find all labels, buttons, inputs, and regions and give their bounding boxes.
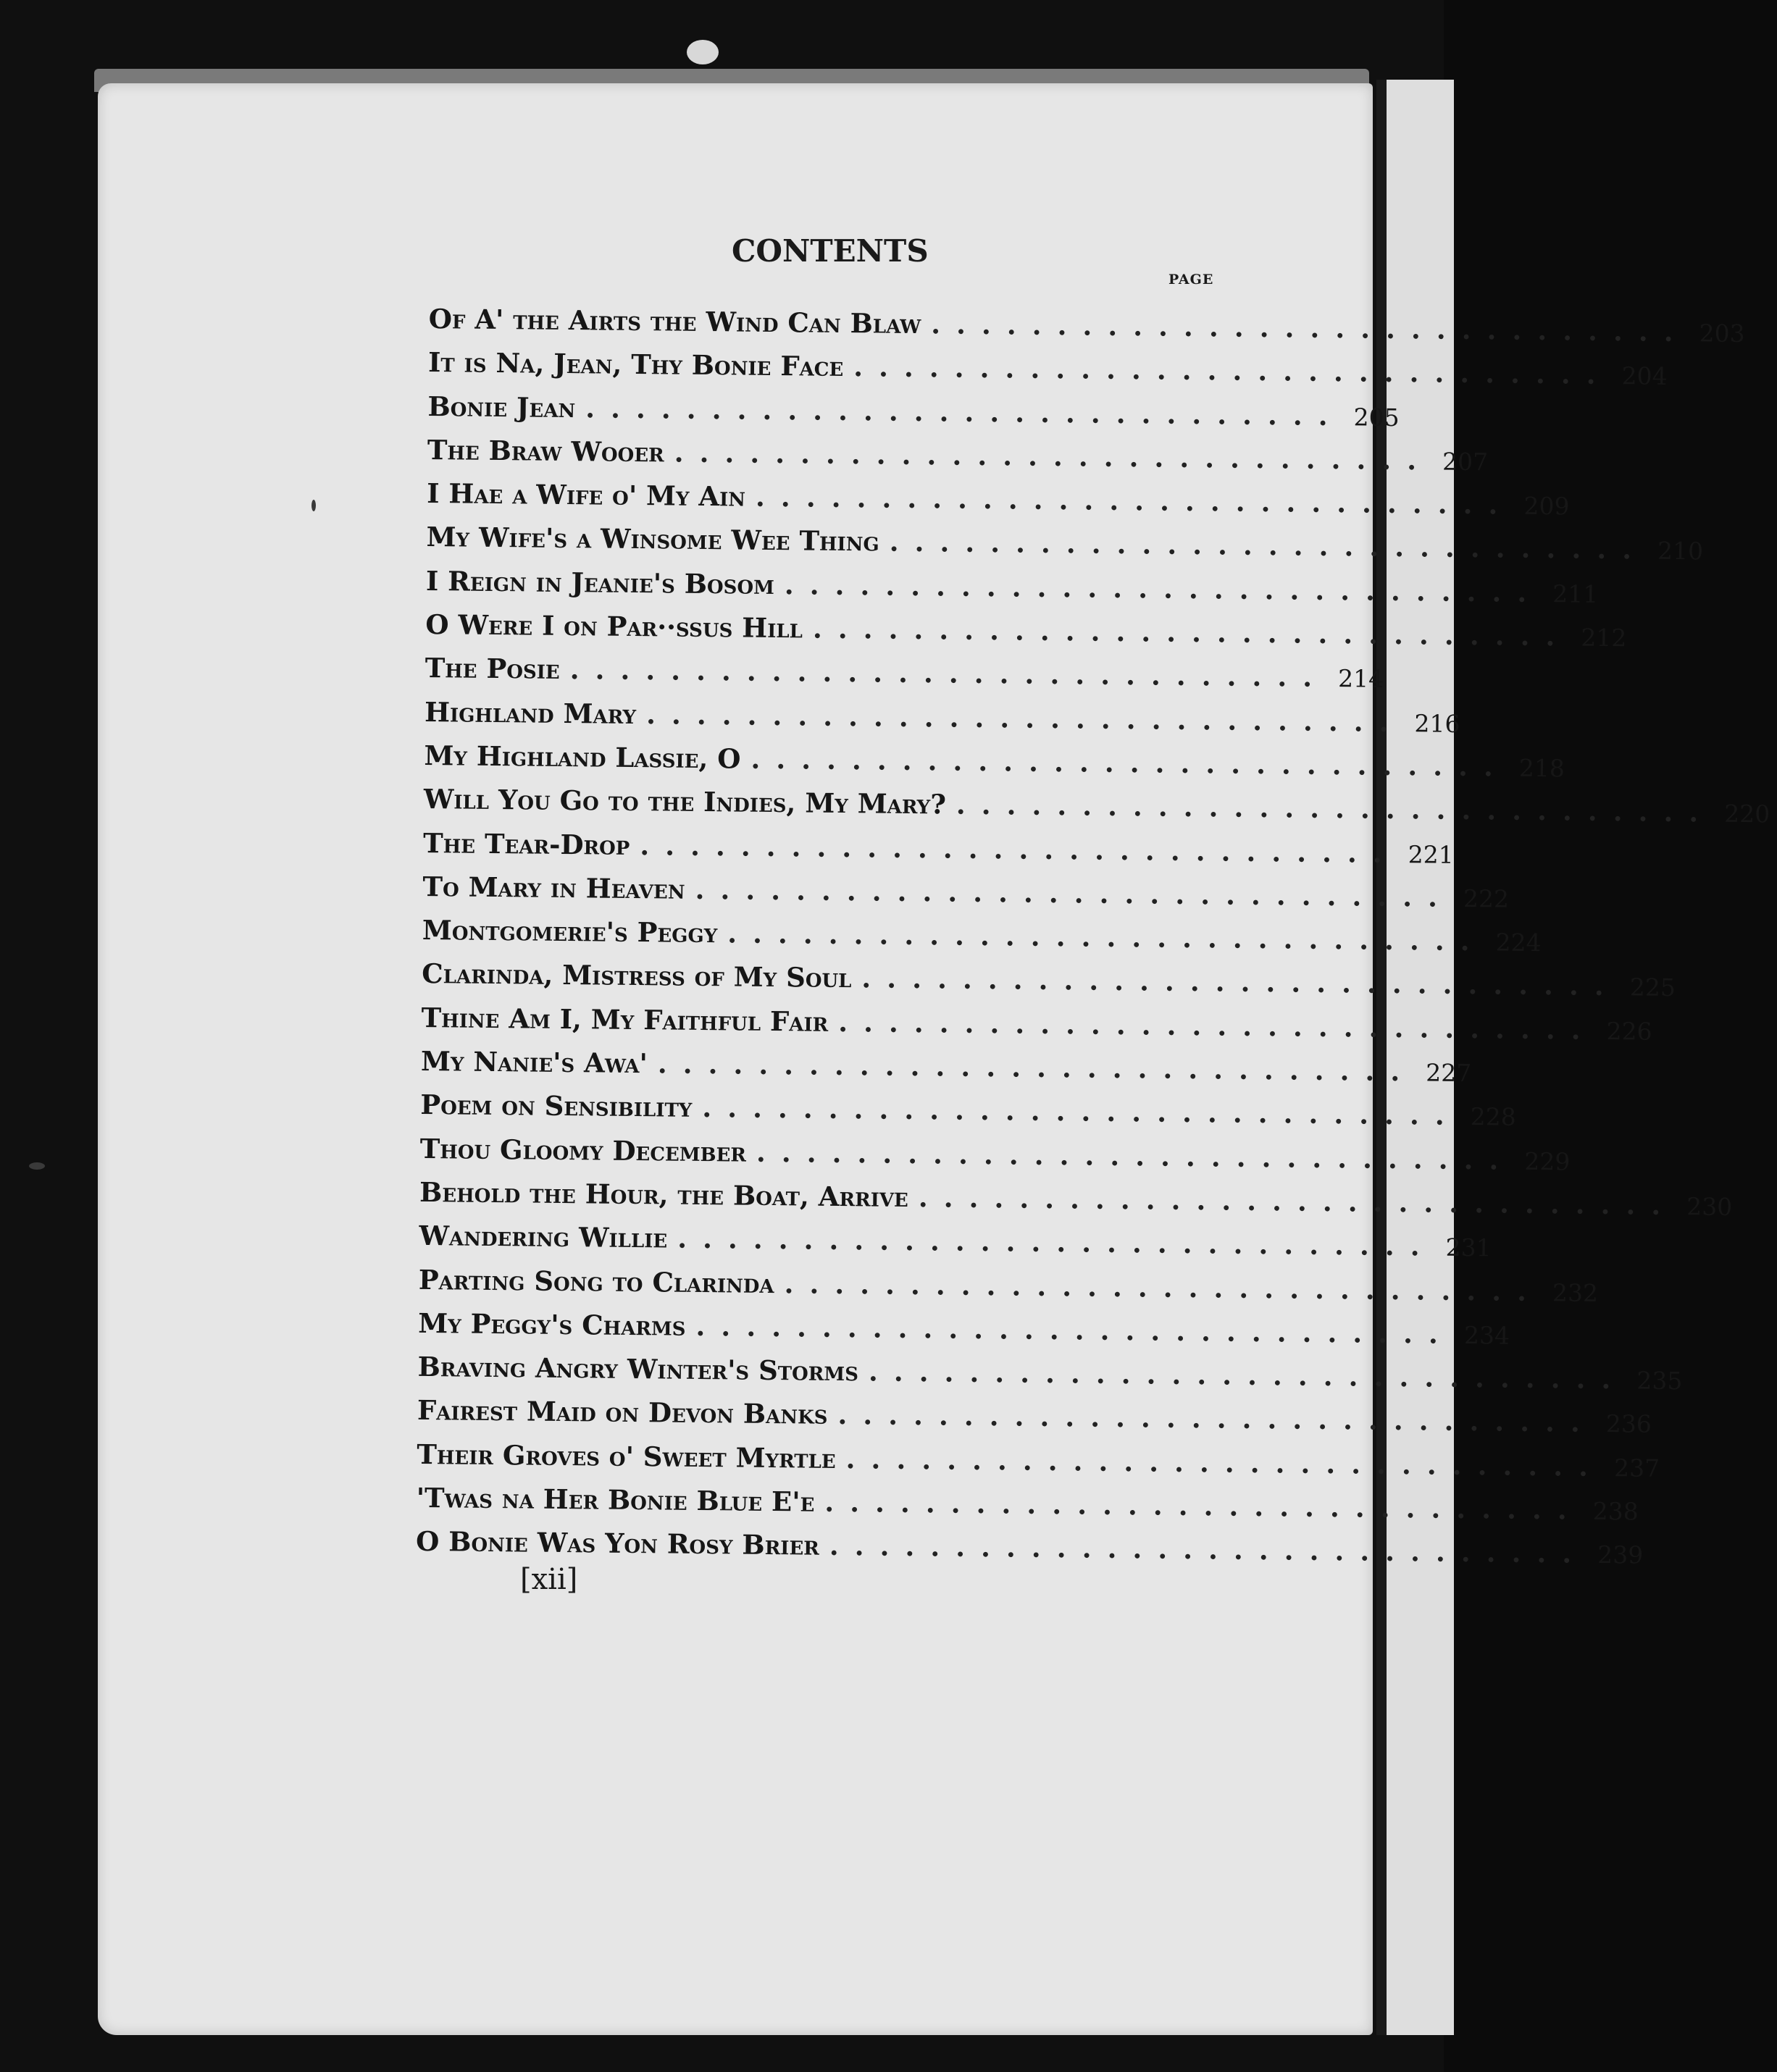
toc-entry-title: Their Groves o' Sweet Myrtle	[417, 1438, 836, 1475]
toc-entry-page: 237	[1613, 1453, 1660, 1482]
toc-entry-title: Parting Song to Clarinda	[418, 1263, 774, 1299]
dot-leader: ..............................	[824, 1485, 1584, 1526]
page-folio: [xii]	[520, 1563, 578, 1596]
toc-entry-title: I Reign in Jeanie's Bosom	[425, 564, 775, 600]
toc-entry-page: 218	[1518, 753, 1565, 783]
margin-speck	[29, 1162, 45, 1170]
toc-entry-page: 204	[1621, 361, 1668, 391]
toc-entry-page: 231	[1445, 1233, 1492, 1262]
toc-entry-page: 216	[1414, 708, 1460, 738]
dot-leader: ..............................	[755, 480, 1514, 521]
toc-entry-page: 238	[1592, 1496, 1639, 1526]
dot-leader: ..............................	[812, 612, 1571, 653]
toc-entry-page: 228	[1470, 1102, 1516, 1132]
dot-leader: ..............................	[829, 1530, 1588, 1570]
toc-entry-page: 232	[1552, 1278, 1599, 1307]
dot-leader: ..............................	[702, 1091, 1460, 1132]
toc-entry-page: 220	[1724, 800, 1770, 829]
toc-entry-title: Highland Mary	[424, 695, 637, 730]
toc-entry-page: 211	[1552, 579, 1599, 608]
dot-leader: ..............................	[640, 829, 1398, 869]
toc-entry-page: 212	[1581, 623, 1627, 653]
toc-entry-title: My Highland Lassie, O	[424, 739, 741, 775]
toc-entry-title: Fairest Maid on Devon Banks	[417, 1394, 828, 1431]
toc-entry-page: 226	[1606, 1016, 1652, 1046]
toc-entry-page: 203	[1699, 319, 1745, 348]
dot-leader: ..............................	[727, 917, 1486, 957]
toc-entry-title: Behold the Hour, the Boat, Arrive	[419, 1175, 909, 1213]
toc-entry-title: Bonie Jean	[427, 390, 576, 424]
toc-entry-title: Montgomerie's Peggy	[422, 914, 718, 949]
dot-leader: ..............................	[918, 1181, 1677, 1222]
toc-entry-title: Braving Angry Winter's Storms	[417, 1351, 859, 1388]
toc-entry-title: 'Twas na Her Bonie Blue E'e	[416, 1481, 815, 1518]
toc-entry-page: 210	[1657, 537, 1704, 566]
binding-notch	[687, 40, 719, 64]
toc-entry-title: O Were I on Par··ssus Hill	[425, 608, 803, 645]
toc-entry-title: Will You Go to the Indies, My Mary?	[423, 783, 947, 821]
dot-leader: ..............................	[645, 697, 1405, 738]
dot-leader: ..............................	[657, 1047, 1416, 1088]
dot-leader: ..............................	[853, 351, 1612, 391]
toc-entry-page: 235	[1636, 1366, 1683, 1396]
dot-leader: ..............................	[868, 1355, 1627, 1396]
toc-entry-title: Of A' the Airts the Wind Can Blaw	[428, 303, 921, 340]
toc-entry-title: The Tear-Drop	[422, 826, 630, 861]
dot-leader: ..............................	[784, 1267, 1543, 1307]
toc-entry-title: My Nanie's Awa'	[420, 1044, 648, 1080]
toc-entry-title: O Bonie Was Yon Rosy Brier	[415, 1525, 820, 1562]
dot-leader: ..............................	[569, 653, 1329, 694]
dot-leader: ..............................	[837, 1398, 1597, 1439]
table-of-contents	[415, 303, 1770, 1577]
toc-entry-title: I Hae a Wife o' My Ain	[427, 477, 746, 513]
toc-entry-title: Thou Gloomy December	[419, 1132, 747, 1168]
toc-entry-page: 227	[1426, 1058, 1472, 1088]
toc-entry-title: The Braw Wooer	[427, 433, 665, 469]
dot-leader: ..............................	[837, 1005, 1597, 1046]
contents-heading: CONTENTS	[732, 233, 929, 269]
toc-entry-page: 225	[1629, 973, 1676, 1002]
dot-leader: ..............................	[695, 1309, 1455, 1350]
dot-leader: ..............................	[931, 308, 1689, 348]
margin-speck	[312, 500, 316, 511]
toc-entry-title: It is Na, Jean, Thy Bonie Face	[427, 346, 844, 383]
toc-entry-page: 221	[1408, 839, 1454, 869]
toc-entry-page: 214	[1337, 664, 1384, 694]
dot-leader: ..............................	[674, 436, 1433, 477]
dot-leader: ..............................	[750, 742, 1510, 783]
dot-leader: ..............................	[889, 526, 1648, 566]
toc-entry-title: Thine Am I, My Faithful Fair	[421, 1001, 829, 1038]
dot-leader: ..............................	[756, 1136, 1515, 1176]
toc-entry-page: 229	[1524, 1146, 1571, 1176]
toc-entry-title: To Mary in Heaven	[422, 870, 685, 905]
toc-entry-page: 224	[1495, 928, 1542, 957]
toc-entry-page: 230	[1686, 1192, 1733, 1221]
dot-leader: ..............................	[585, 391, 1344, 432]
toc-entry-title: My Peggy's Charms	[418, 1306, 686, 1342]
toc-entry-title: Clarinda, Mistress of My Soul	[422, 957, 852, 994]
toc-entry-page: 236	[1605, 1409, 1652, 1439]
toc-entry-page: 207	[1442, 447, 1489, 477]
toc-entry-title: The Posie	[425, 652, 560, 686]
toc-entry-page: 209	[1523, 492, 1570, 521]
page-column-label: PAGE	[1168, 272, 1214, 288]
dot-leader: ..............................	[845, 1442, 1605, 1482]
toc-entry-page: 205	[1353, 402, 1400, 432]
toc-entry-page: 222	[1463, 884, 1510, 913]
dot-leader: ..............................	[695, 873, 1454, 913]
toc-entry-page: 234	[1463, 1320, 1510, 1350]
toc-entry-title: My Wife's a Winsome Wee Thing	[426, 521, 879, 558]
toc-entry-page: 239	[1597, 1540, 1644, 1569]
dot-leader: ..............................	[784, 568, 1543, 608]
dot-leader: ..............................	[956, 788, 1715, 829]
dot-leader: ..............................	[861, 962, 1621, 1002]
dot-leader: ..............................	[677, 1222, 1436, 1262]
toc-entry-title: Poem on Sensibility	[420, 1089, 693, 1124]
toc-entry-title: Wandering Willie	[419, 1220, 668, 1254]
